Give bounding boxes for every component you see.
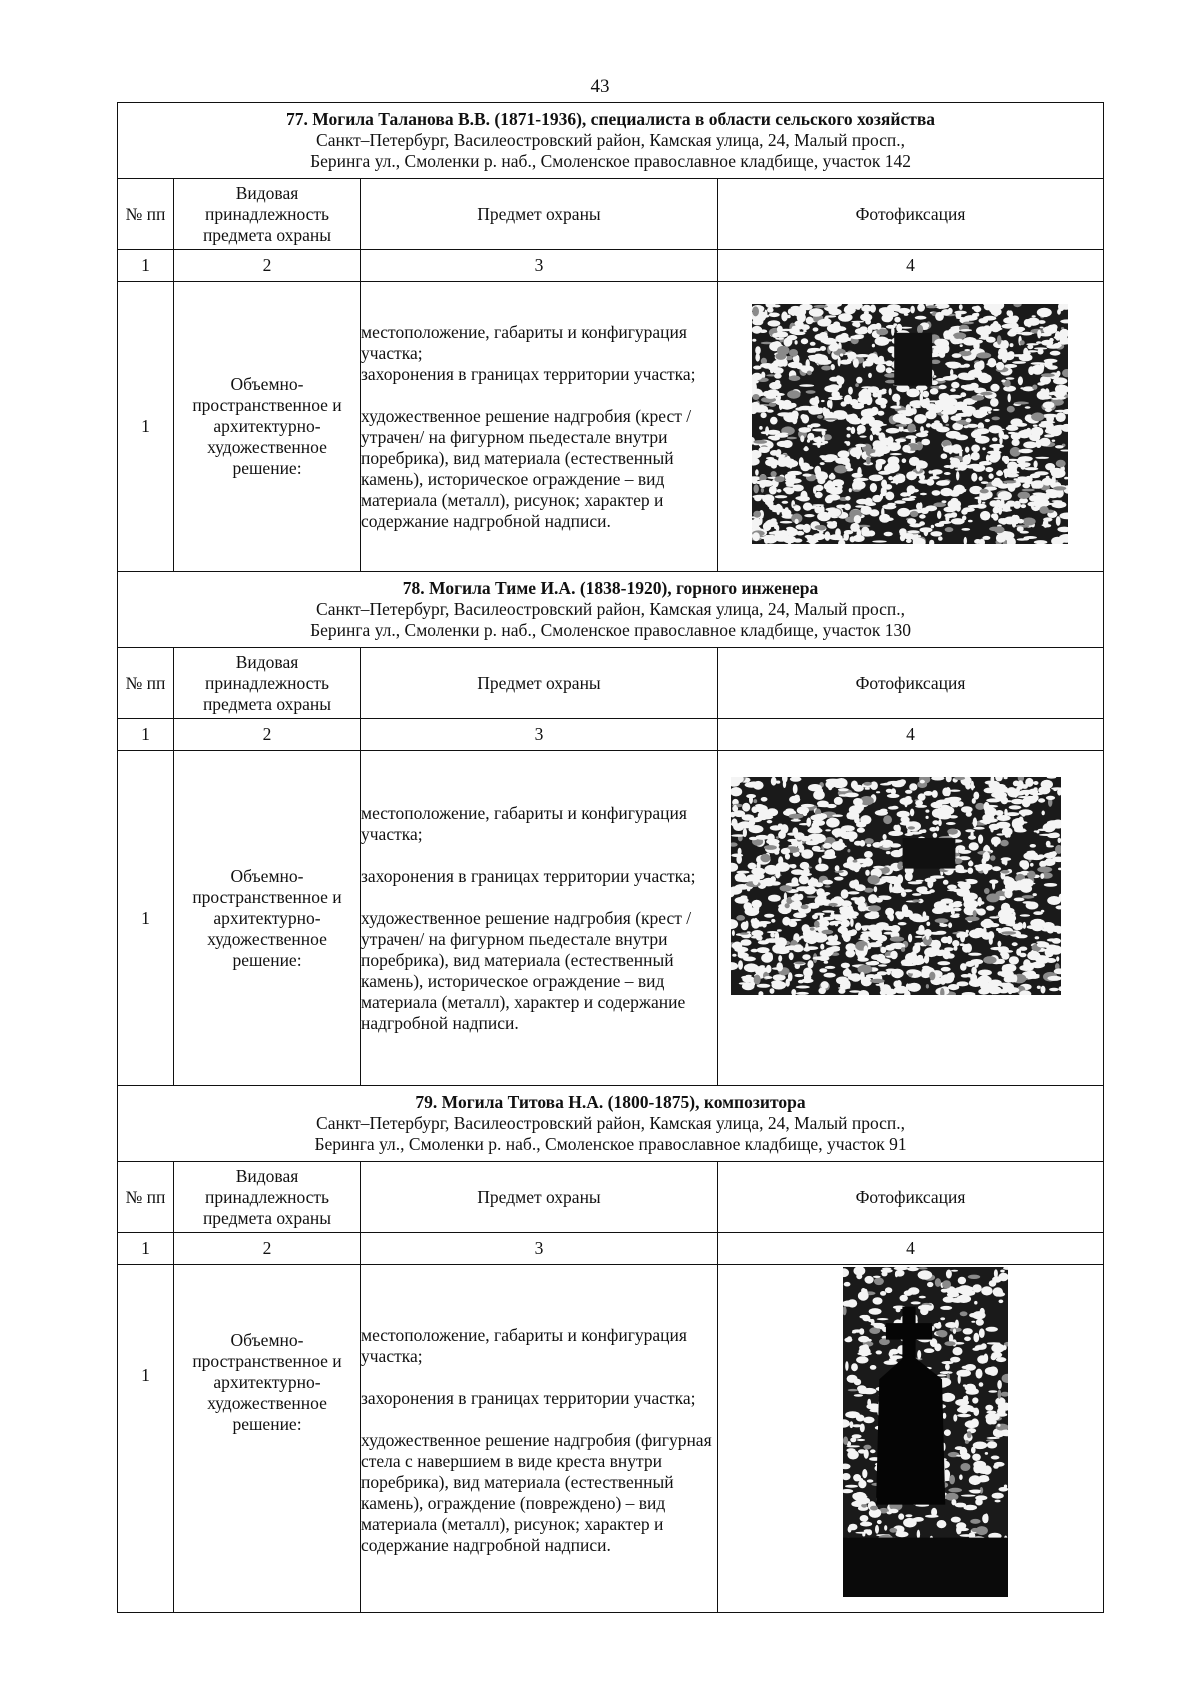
subject-item: захоронения в границах территории участка; bbox=[361, 865, 696, 886]
table-row bbox=[118, 751, 1104, 1086]
col-header-photo: Фотофиксация bbox=[718, 1162, 1104, 1233]
column-number-row bbox=[118, 250, 1104, 282]
subject-item: захоронения в границах территории участка; bbox=[361, 363, 696, 384]
row-number: 1 bbox=[118, 1265, 174, 1613]
section-title: 79. Могила Титова Н.А. (1800-1875), композитора bbox=[415, 1092, 806, 1112]
table-row bbox=[118, 1265, 1104, 1613]
col-header-subject: Предмет охраны bbox=[361, 179, 718, 250]
col-header-kind: Видовая принадлежность предмета охраны bbox=[174, 1162, 361, 1233]
section-address-line1: Санкт–Петербург, Василеостровский район, Камская улица, 24, Малый просп., bbox=[316, 1113, 906, 1133]
row-number: 1 bbox=[118, 751, 174, 1086]
protection-subject bbox=[361, 751, 718, 1086]
page-number: 43 bbox=[590, 76, 610, 97]
col-number: 3 bbox=[361, 719, 718, 751]
col-number: 3 bbox=[361, 1233, 718, 1265]
section-address-line2: Беринга ул., Смоленки р. наб., Смоленское православное кладбище, участок 142 bbox=[310, 151, 911, 171]
col-number: 2 bbox=[174, 719, 361, 751]
section-address-line1: Санкт–Петербург, Василеостровский район, Камская улица, 24, Малый просп., bbox=[316, 130, 906, 150]
protection-kind: Объемно-пространственное и архитектурно-художественное решение: bbox=[174, 1265, 361, 1613]
photo-cell bbox=[718, 751, 1104, 1086]
subject-item: местоположение, габариты и конфигурация участка; bbox=[361, 802, 687, 844]
col-number: 3 bbox=[361, 250, 718, 282]
col-header-kind: Видовая принадлежность предмета охраны bbox=[174, 179, 361, 250]
section-address-line1: Санкт–Петербург, Василеостровский район, Камская улица, 24, Малый просп., bbox=[316, 599, 906, 619]
grave-photo bbox=[731, 777, 1061, 995]
heritage-table bbox=[117, 102, 1104, 1613]
subject-item: местоположение, габариты и конфигурация участка; bbox=[361, 321, 687, 363]
subject-item: художественное решение надгробия (фигурная стела с навершием в виде креста внутри поребрика), вид материала (естественный камень), ограждение (повреждено) – вид материала (металл), рисунок; характер и содержание надгробной надписи. bbox=[361, 1429, 712, 1555]
column-number-row bbox=[118, 719, 1104, 751]
section-header bbox=[118, 572, 1104, 648]
col-header-kind: Видовая принадлежность предмета охраны bbox=[174, 648, 361, 719]
subject-item: художественное решение надгробия (крест /утрачен/ на фигурном пьедестале внутри поребрика), вид материала (естественный камень), историческое ограждение – вид материала (металл), рисунок; характер и содержание надгробной надписи. bbox=[361, 405, 692, 531]
col-header-num: № пп bbox=[118, 648, 174, 719]
col-number: 2 bbox=[174, 1233, 361, 1265]
col-number: 4 bbox=[718, 719, 1104, 751]
grave-photo-icon bbox=[843, 1267, 1008, 1597]
col-header-photo: Фотофиксация bbox=[718, 648, 1104, 719]
col-number: 2 bbox=[174, 250, 361, 282]
section-address-line2: Беринга ул., Смоленки р. наб., Смоленское православное кладбище, участок 91 bbox=[314, 1134, 907, 1154]
row-number: 1 bbox=[118, 282, 174, 572]
table-row bbox=[118, 282, 1104, 572]
grave-photo bbox=[752, 304, 1068, 544]
col-header-subject: Предмет охраны bbox=[361, 648, 718, 719]
column-header-row bbox=[118, 1162, 1104, 1233]
column-number-row bbox=[118, 1233, 1104, 1265]
photo-cell bbox=[718, 282, 1104, 572]
col-number: 1 bbox=[118, 250, 174, 282]
subject-item: захоронения в границах территории участка; bbox=[361, 1387, 696, 1408]
section-address-line2: Беринга ул., Смоленки р. наб., Смоленское православное кладбище, участок 130 bbox=[310, 620, 911, 640]
section-header bbox=[118, 1086, 1104, 1162]
col-number: 1 bbox=[118, 719, 174, 751]
subject-item: местоположение, габариты и конфигурация участка; bbox=[361, 1324, 687, 1366]
column-header-row bbox=[118, 179, 1104, 250]
section-header bbox=[118, 103, 1104, 179]
subject-item: художественное решение надгробия (крест /утрачен/ на фигурном пьедестале внутри поребрика), вид материала (естественный камень), историческое ограждение – вид материала (металл), характер и содержание надгробной надписи. bbox=[361, 907, 692, 1033]
protection-subject bbox=[361, 1265, 718, 1613]
col-header-photo: Фотофиксация bbox=[718, 179, 1104, 250]
col-number: 4 bbox=[718, 1233, 1104, 1265]
section-title: 78. Могила Тиме И.А. (1838-1920), горного инженера bbox=[402, 578, 819, 598]
col-header-num: № пп bbox=[118, 1162, 174, 1233]
protection-subject bbox=[361, 282, 718, 572]
protection-kind: Объемно-пространственное и архитектурно-художественное решение: bbox=[174, 751, 361, 1086]
grave-photo bbox=[843, 1267, 1008, 1597]
col-number: 1 bbox=[118, 1233, 174, 1265]
column-header-row bbox=[118, 648, 1104, 719]
section-title: 77. Могила Таланова В.В. (1871-1936), специалиста в области сельского хозяйства bbox=[286, 109, 936, 129]
col-header-subject: Предмет охраны bbox=[361, 1162, 718, 1233]
photo-cell bbox=[718, 1265, 1104, 1613]
grave-photo-icon bbox=[731, 777, 1061, 995]
col-number: 4 bbox=[718, 250, 1104, 282]
protection-kind: Объемно-пространственное и архитектурно-художественное решение: bbox=[174, 282, 361, 572]
col-header-num: № пп bbox=[118, 179, 174, 250]
grave-photo-icon bbox=[752, 304, 1068, 544]
